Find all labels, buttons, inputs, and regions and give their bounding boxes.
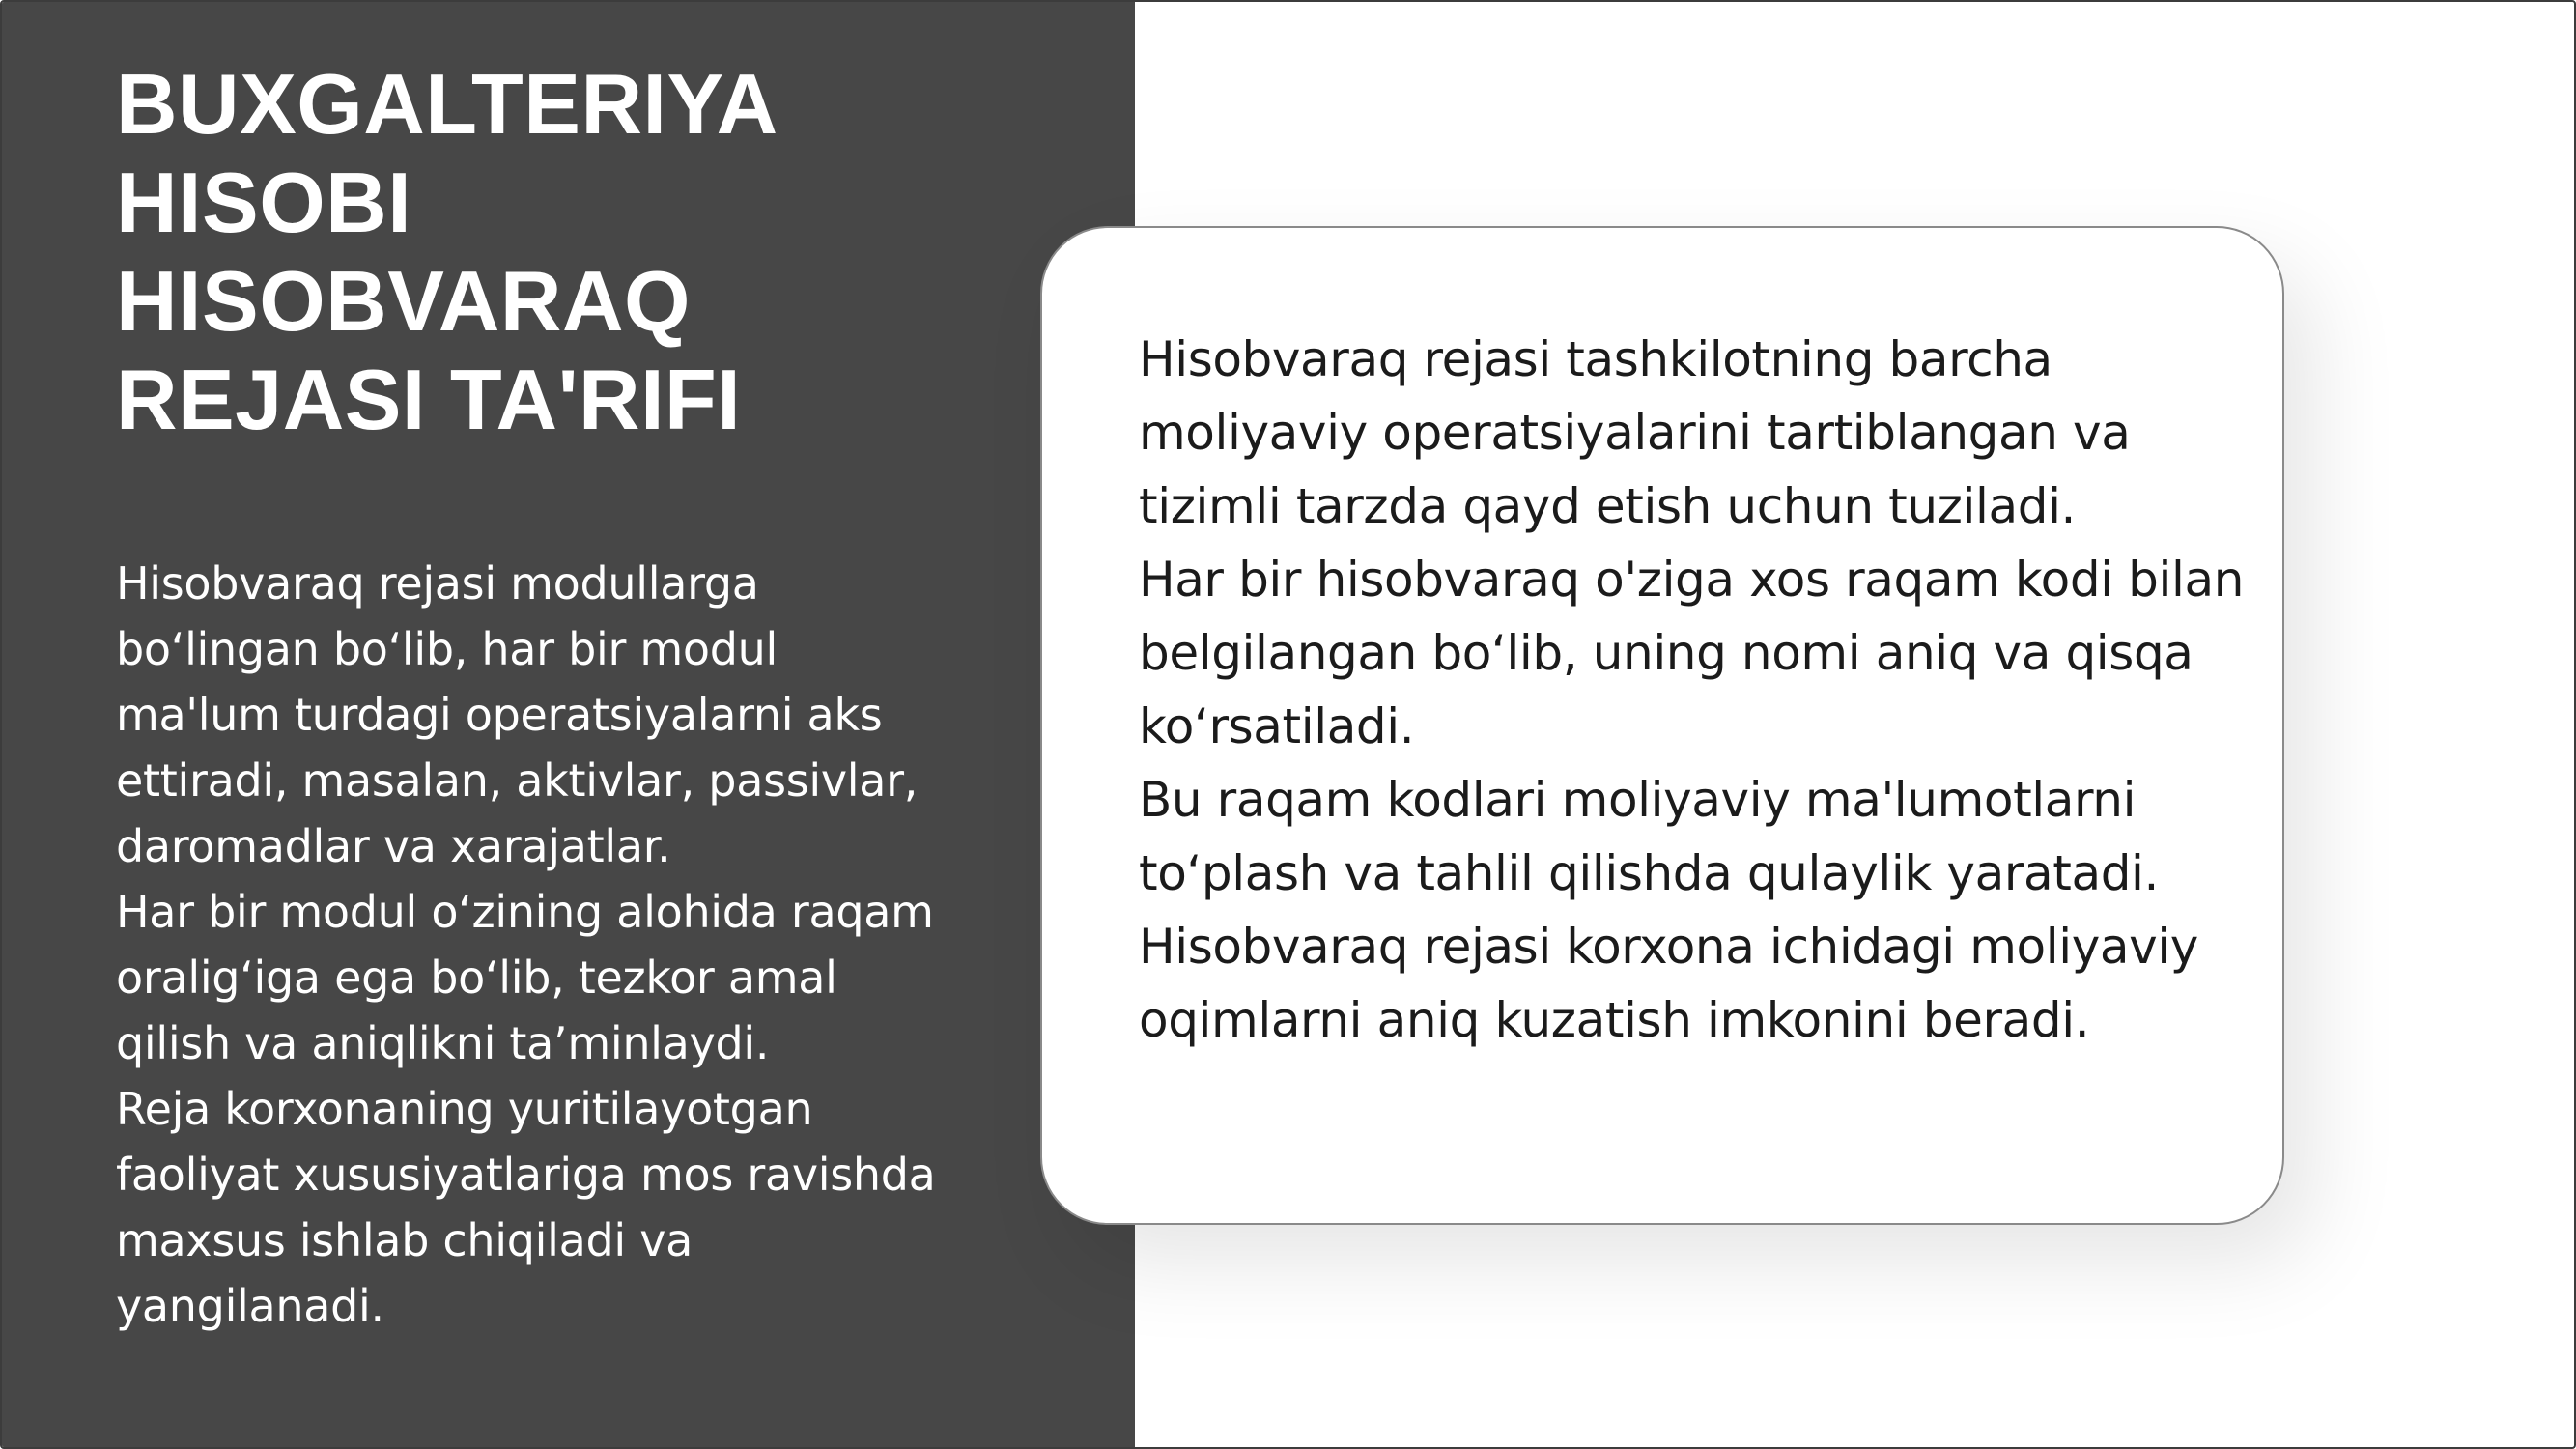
card-body-text: [1139, 323, 2259, 1057]
left-paragraph-ranges: Har bir modul o‘zining alohida raqam oralig‘iga ega bo‘lib, tezkor amal qilish va aniqlikni ta’minlaydi.: [116, 886, 934, 1069]
slide-title: [116, 55, 1082, 449]
left-body-text: [116, 551, 947, 1339]
card-paragraph-purpose: Hisobvaraq rejasi tashkilotning barcha moliyaviy operatsiyalarini tartiblangan va tizimli tarzda qayd etish uchun tuziladi.: [1139, 331, 2131, 534]
card-paragraph-codes: Har bir hisobvaraq o'ziga xos raqam kodi bilan belgilangan bo‘lib, uning nomi aniq va qisqa ko‘rsatiladi.: [1139, 552, 2245, 754]
left-paragraph-updates: Reja korxonaning yuritilayotgan faoliyat xususiyatlariga mos ravishda maxsus ishlab chiqiladi va yangilanadi.: [116, 1083, 936, 1332]
title-line: BUXGALTERIYA: [116, 56, 778, 152]
title-line: HISOBI: [116, 155, 412, 250]
content-card: [1040, 226, 2284, 1225]
left-paragraph-modules: Hisobvaraq rejasi modullarga bo‘lingan bo‘lib, har bir modul ma'lum turdagi operatsiyalarni aks ettiradi, masalan, aktivlar, passivlar, daromadlar va xarajatlar.: [116, 557, 919, 872]
title-line: HISOBVARAQ: [116, 253, 691, 349]
card-paragraph-tracking: Hisobvaraq rejasi korxona ichidagi moliyaviy oqimlarni aniq kuzatish imkonini beradi.: [1139, 919, 2198, 1048]
title-line: REJASI TA'RIFI: [116, 352, 742, 447]
left-panel: [2, 2, 1135, 1449]
card-paragraph-analysis: Bu raqam kodlari moliyaviy ma'lumotlarni to‘plash va tahlil qilishda qulaylik yaratadi.: [1139, 772, 2160, 901]
